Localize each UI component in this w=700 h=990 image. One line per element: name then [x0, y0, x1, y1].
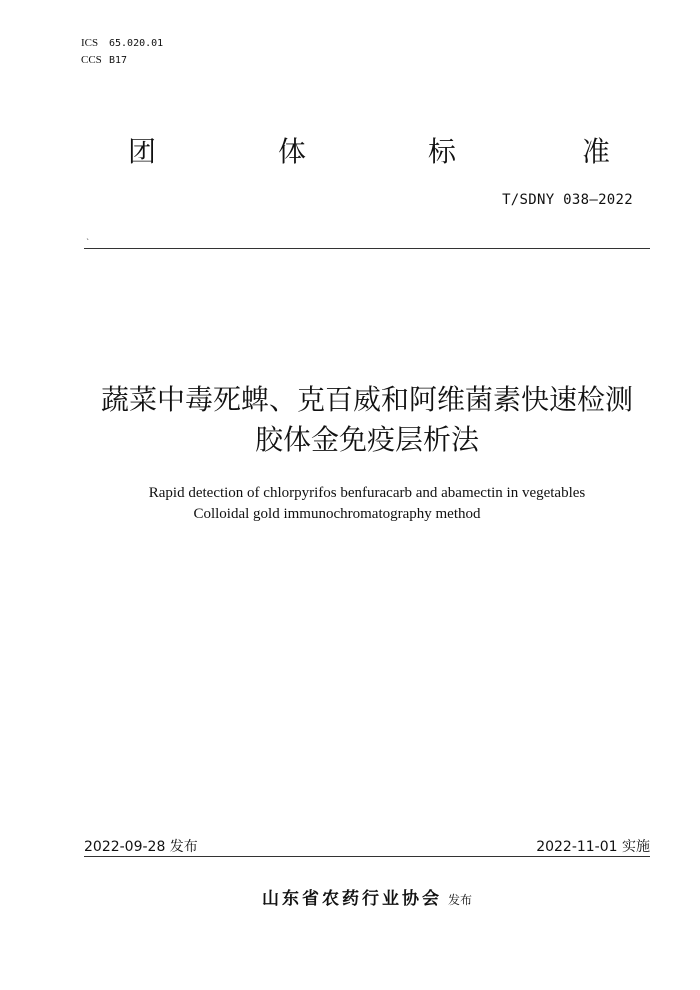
header-mark: `: [86, 238, 90, 247]
chinese-title-line-2: 胶体金免疫层析法: [254, 423, 479, 456]
chinese-title: [0, 380, 700, 460]
implementation-date: 2022-11-01 实施: [536, 839, 650, 855]
ics-classification: [81, 36, 163, 51]
ics-label: ICS: [81, 37, 99, 49]
chinese-title-line-1: 蔬菜中毒死蜱、克百威和阿维菌素快速检测: [100, 383, 633, 416]
ccs-label: CCS: [81, 54, 102, 66]
ccs-classification: [81, 53, 127, 68]
publish-action: 发布: [447, 893, 472, 907]
english-title-line-2: Colloidal gold immunochromatography method: [193, 506, 481, 522]
header-divider: [84, 248, 650, 249]
ccs-code: B17: [109, 55, 128, 66]
standard-type-char-1: 团: [128, 135, 157, 168]
issue-date: 2022-09-28 发布: [84, 839, 198, 855]
standard-type-char-3: 标: [428, 135, 457, 168]
english-title: [0, 483, 700, 525]
standard-type-heading: [90, 134, 650, 174]
footer-divider: [84, 856, 650, 857]
publisher-name: 山东省农药行业协会: [261, 889, 442, 909]
standard-number: T/SDNY 038—2022: [502, 192, 633, 208]
standard-type-char-2: 体: [278, 135, 307, 168]
publisher-line: [0, 884, 700, 909]
english-title-line-1: Rapid detection of chlorpyrifos benfuracarb and abamectin in vegetables: [148, 485, 586, 501]
ics-code: 65.020.01: [109, 38, 164, 49]
standard-type-char-4: 准: [582, 135, 611, 168]
